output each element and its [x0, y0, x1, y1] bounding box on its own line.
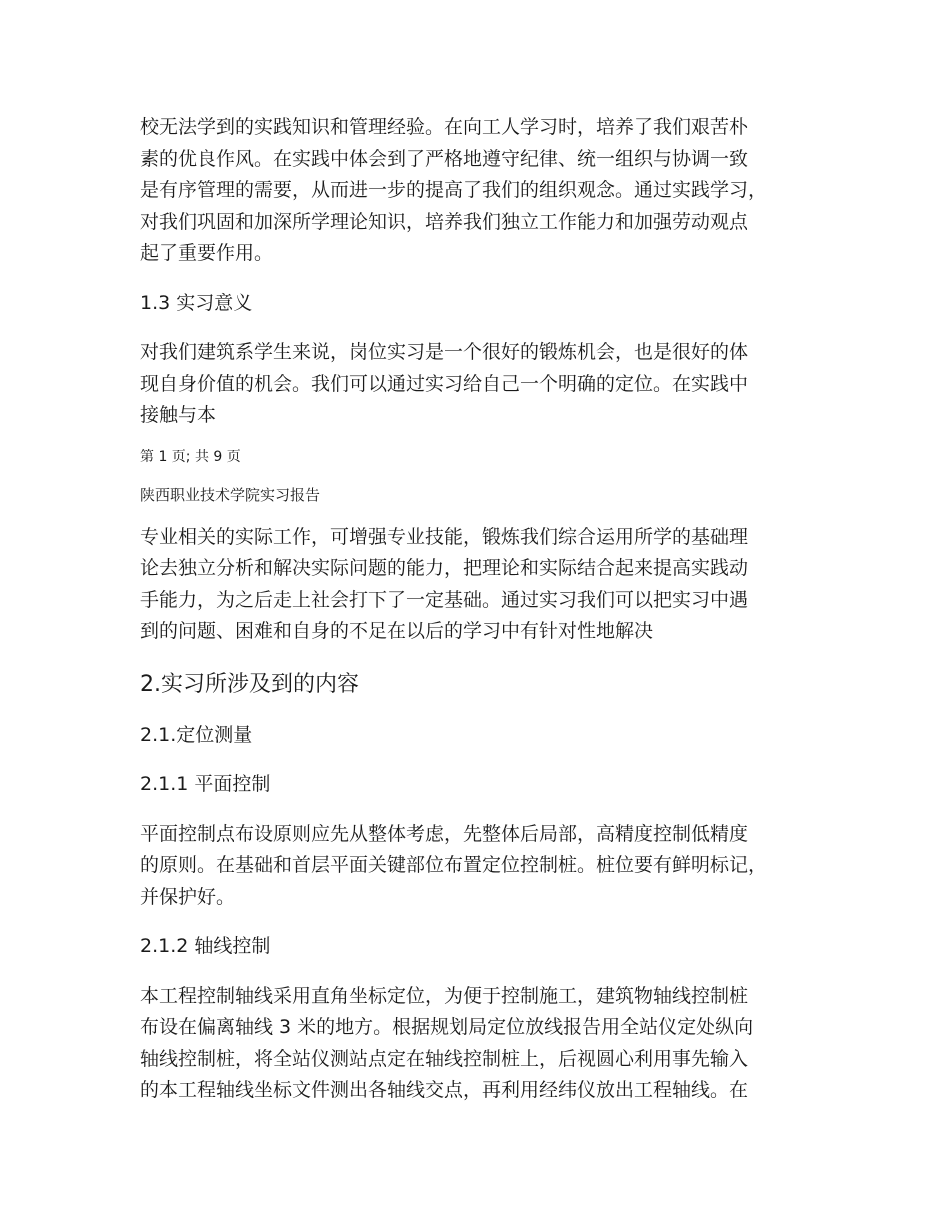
heading-2: 2.实习所涉及到的内容	[140, 671, 359, 697]
text-line: 接触与本	[140, 404, 217, 426]
heading-2-1: 2.1.定位测量	[140, 723, 253, 746]
document-page	[140, 112, 840, 1107]
text-line: 起了重要作用。	[140, 242, 274, 264]
text-line: 的本工程轴线坐标文件测出各轴线交点，再利用经纬仪放出工程轴线。在	[140, 1079, 749, 1101]
heading-2-1-2: 2.1.2 轴线控制	[140, 935, 271, 957]
paragraph-internship-meaning	[140, 337, 840, 432]
text-line: 对我们巩固和加深所学理论知识，培养我们独立工作能力和加强劳动观点	[140, 210, 749, 233]
page-header: 陕西职业技术学院实习报告	[140, 485, 321, 504]
text-line: 轴线控制桩，将全站仪测站点定在轴线控制桩上，后视圆心利用事先输入	[140, 1047, 749, 1070]
heading-2-1-1: 2.1.1 平面控制	[140, 773, 271, 795]
text-line: 布设在偏离轴线 3 米的地方。根据规划局定位放线报告用全站仪定处纵向	[140, 1016, 754, 1038]
text-line: 并保护好。	[140, 885, 236, 908]
page-footer: 第 1 页; 共 9 页	[140, 448, 241, 465]
text-line: 的原则。在基础和首层平面关键部位布置定位控制桩。桩位要有鲜明标记，	[140, 854, 768, 876]
text-line: 平面控制点布设原则应先从整体考虑，先整体后局部，高精度控制低精度	[140, 822, 749, 845]
text-line: 对我们建筑系学生来说，岗位实习是一个很好的锻炼机会，也是很好的体	[140, 341, 749, 363]
text-line: 校无法学到的实践知识和管理经验。在向工人学习时，培养了我们艰苦朴	[140, 116, 749, 138]
paragraph-axis-control	[140, 981, 840, 1107]
text-line: 到的问题、困难和自身的不足在以后的学习中有针对性地解决	[140, 620, 654, 642]
text-line: 手能力，为之后走上社会打下了一定基础。通过实习我们可以把实习中遇	[140, 588, 749, 611]
heading-1-3: 1.3 实习意义	[140, 291, 253, 314]
text-line: 专业相关的实际工作，可增强专业技能，锻炼我们综合运用所学的基础理	[140, 525, 749, 548]
text-line: 本工程控制轴线采用直角坐标定位，为便于控制施工，建筑物轴线控制桩	[140, 984, 749, 1007]
text-line: 现自身价值的机会。我们可以通过实习给自己一个明确的定位。在实践中	[140, 372, 749, 395]
text-line: 是有序管理的需要，从而进一步的提高了我们的组织观念。通过实践学习，	[140, 179, 768, 201]
text-line: 论去独立分析和解决实际问题的能力，把理论和实际结合起来提高实践动	[140, 557, 749, 579]
paragraph-plane-control	[140, 819, 840, 914]
paragraph-professional-work	[140, 522, 840, 648]
text-line: 素的优良作风。在实践中体会到了严格地遵守纪律、统一组织与协调一致	[140, 147, 749, 170]
paragraph-practice-benefits	[140, 112, 840, 270]
